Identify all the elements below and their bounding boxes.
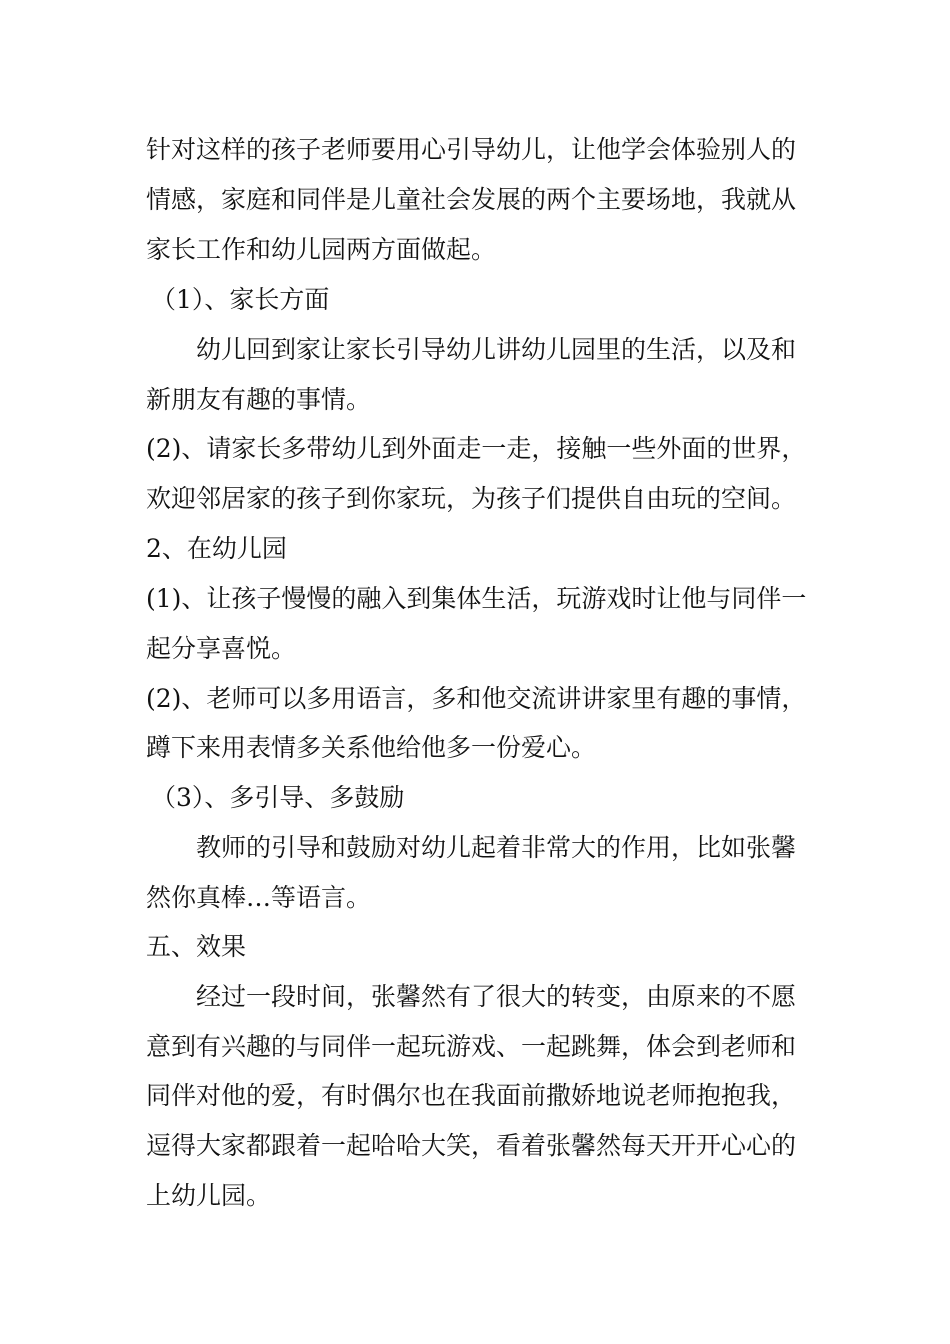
text-line: 欢迎邻居家的孩子到你家玩，为孩子们提供自由玩的空间。 bbox=[146, 484, 797, 513]
text-line: 同伴对他的爱，有时偶尔也在我面前撒娇地说老师抱抱我， bbox=[146, 1081, 797, 1110]
text-line: 家长工作和幼儿园两方面做起。 bbox=[146, 235, 497, 264]
section-heading: （1）、家长方面 bbox=[151, 285, 330, 314]
text-line: 蹲下来用表情多关系他给他多一份爱心。 bbox=[146, 733, 597, 762]
text-line: 针对这样的孩子老师要用心引导幼儿，让他学会体验别人的 bbox=[146, 135, 797, 164]
text-line: 教师的引导和鼓励对幼儿起着非常大的作用，比如张馨 bbox=[196, 833, 797, 862]
text-line: (2)、老师可以多用语言，多和他交流讲讲家里有趣的事情， bbox=[146, 684, 807, 713]
text-line: (1)、让孩子慢慢的融入到集体生活，玩游戏时让他与同伴一 bbox=[146, 584, 807, 613]
text-line: 起分享喜悦。 bbox=[146, 634, 297, 663]
section-heading: 五、效果 bbox=[146, 932, 247, 961]
text-line: 然你真棒…等语言。 bbox=[146, 883, 372, 912]
text-line: 经过一段时间，张馨然有了很大的转变，由原来的不愿 bbox=[196, 982, 797, 1011]
text-line: 意到有兴趣的与同伴一起玩游戏、一起跳舞，体会到老师和 bbox=[146, 1032, 797, 1061]
text-line: 上幼儿园。 bbox=[146, 1181, 272, 1210]
text-line: 新朋友有趣的事情。 bbox=[146, 385, 372, 414]
section-heading: 2、在幼儿园 bbox=[146, 534, 287, 563]
text-line: (2)、请家长多带幼儿到外面走一走，接触一些外面的世界， bbox=[146, 434, 807, 463]
text-line: 逗得大家都跟着一起哈哈大笑，看着张馨然每天开开心心的 bbox=[146, 1131, 797, 1160]
text-line: 情感，家庭和同伴是儿童社会发展的两个主要场地，我就从 bbox=[146, 185, 797, 214]
section-heading: （3）、多引导、多鼓励 bbox=[151, 783, 405, 812]
text-line: 幼儿回到家让家长引导幼儿讲幼儿园里的生活，以及和 bbox=[196, 335, 797, 364]
